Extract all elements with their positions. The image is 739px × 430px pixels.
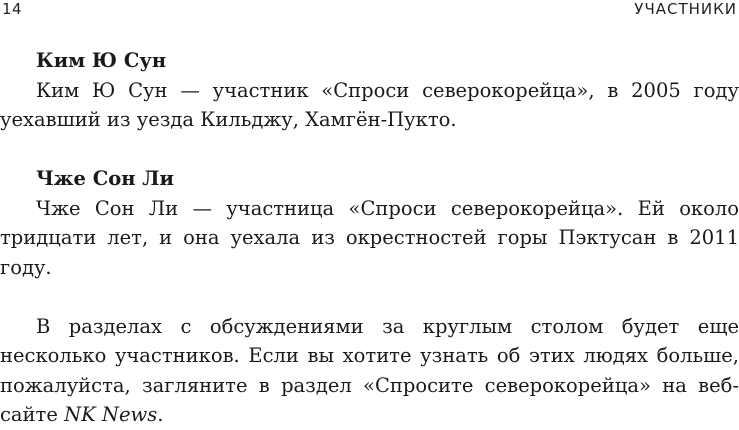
participant-name: Ким Ю Сун — [36, 49, 167, 72]
closing-text: В разделах с обсуждениями за круглым столом будет еще несколько участников. Если вы хотите узнать об этих людях больше, пожалуйста, загляните в раздел «Спросите северокорейца» на веб-сайте — [0, 314, 739, 426]
page-number: 14 — [2, 0, 23, 18]
running-head — [0, 0, 739, 20]
page-body — [0, 46, 739, 430]
participant-name: Чже Сон Ли — [36, 167, 174, 190]
spacer — [0, 135, 739, 165]
closing-paragraph — [0, 312, 739, 430]
participant-description: Ким Ю Сун — участник «Спроси северокорейца», в 2005 году уехавший из уезда Кильджу, Хамгён-Пукто. — [0, 78, 739, 131]
site-name: NK News — [64, 403, 158, 426]
running-section-title: УЧАСТНИКИ — [634, 0, 737, 18]
closing-period: . — [157, 403, 164, 426]
spacer — [0, 282, 739, 312]
participant-description: Чже Сон Ли — участница «Спроси северокорейца». Ей около тридцати лет, и она уехала из окрестностей горы Пэктусан в 2011 году. — [0, 196, 739, 279]
